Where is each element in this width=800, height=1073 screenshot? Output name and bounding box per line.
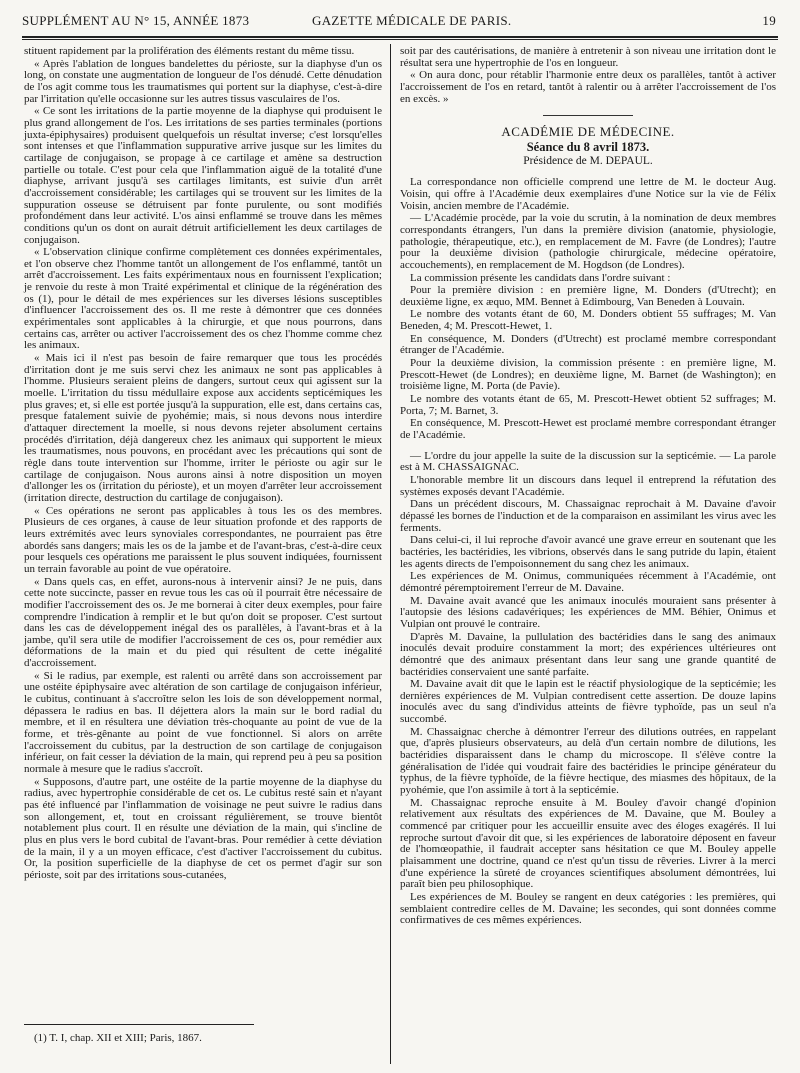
paragraph: Les expériences de M. Onimus, communiquées récemment à l'Académie, ont démontré péremptoirement l'erreur de M. Davaine. (400, 570, 776, 594)
section-rule (543, 115, 633, 116)
paragraph: Le nombre des votants étant de 60, M. Donders obtient 55 suffrages; M. Van Beneden, 4; M. Prescott-Hewet, 1. (400, 308, 776, 333)
paragraph: La correspondance non officielle comprend une lettre de M. le docteur Aug. Voisin, qui offre à l'Académie deux exemplaires d'une Notice sur la vie de Félix Voisin, ancien membre de l'Académie. (400, 176, 776, 212)
paragraph: M. Chassaignac reproche ensuite à M. Bouley d'avoir changé d'opinion relativement aux résultats des expériences de M. Davaine, que M. Bouley a commencé par critiquer pour les accueillir ensuite avec des éloges exagérés. Il lui reproche surtout d'avoir dit que, si les expériences de laboratoire déposent en faveur de l'homœopathie, il faudrait accepter sans hésitation ce que M. Bouley appelle plaisamment une doctrine, quand ce n'est qu'un tissu de rêveries. Livrer à la merci d'une expérience la sûreté de croyances scientifiques absolument démontrées, lui paraît bien peu philosophique. (400, 796, 776, 891)
page-number: 19 (762, 13, 776, 28)
presidence-line: Présidence de M. DEPAUL. (523, 154, 653, 167)
paragraph: Dans celui-ci, il lui reproche d'avoir avancé une grave erreur en soutenant que les bactéries, les bactéridies, les vibrions, observés dans le sang putride du lapin, étaient les agents directs de l'empoisonnement du sang chez les animaux. (400, 534, 776, 570)
paragraph: Les expériences de M. Bouley se rangent en deux catégories : les premières, qui semblaient contredire celles de M. Davaine; les secondes, qui sont données comme confirmatives de ces mêmes expériences. (400, 890, 776, 927)
header-rule (22, 36, 778, 38)
paragraph: stituent rapidement par la prolifération des éléments restant du même tissu. (24, 45, 355, 57)
paragraph: Pour la deuxième division, la commission présente : en première ligne, M. Prescott-Hewet (de Londres); en deuxième ligne, M. Barnet (de Washington); en troisième ligne, M. Porta (de Pavie). (400, 357, 776, 393)
seance-heading: Séance du 8 avril 1873. (526, 139, 650, 154)
header-supplement: SUPPLÉMENT AU N° 15, ANNÉE 1873 (22, 13, 250, 28)
paragraph: « Ces opérations ne seront pas applicables à tous les os des membres. Plusieurs de ces organes, à cause de leur situation profonde et des rapports de leurs extrémités avec leurs synoviales correspondantes, ne pourraient pas être abordés sans dangers; mais les os de la jambe et de l'avant-bras, c'est-à-dire ceux pour lesquels ces opérations me paraissent le plus souvent indiquées, fournissent un terrain favorable au point de vue opératoire. (24, 504, 382, 575)
paragraph: « On aura donc, pour rétablir l'harmonie entre deux os parallèles, tantôt à activer l'accroissement de l'os en retard, tantôt à ralentir ou à arrêter l'accroissement de l'os en excès. » (400, 69, 776, 105)
paragraph: M. Davaine avait avancé que les animaux inoculés mouraient sans présenter à l'autopsie des lésions cadavériques; les expériences de MM. Béhier, Onimus et Vulpian ont prouvé le contraire. (400, 594, 776, 630)
paragraph: La commission présente les candidats dans l'ordre suivant : (410, 271, 671, 284)
paragraph: M. Davaine avait dit que le lapin est le réactif physiologique de la septicémie; les dernières expériences de M. Vulpian contredisent cette assertion. De douze lapins inoculés avec du sang d'individus atteints de fièvre typhoïde, pas un seul n'a succombé. (400, 678, 776, 726)
paragraph: Pour la première division : en première ligne, M. Donders (d'Utrecht); en deuxième ligne, ex æquo, MM. Bennet à Edimbourg, Van Beneden à Louvain. (400, 284, 776, 308)
paragraph: Le nombre des votants étant de 65, M. Prescott-Hewet obtient 52 suffrages; M. Porta, 7; M. Barnet, 3. (400, 393, 776, 417)
left-column (24, 46, 382, 883)
header-rule-thin (22, 39, 778, 40)
page-header (22, 8, 776, 34)
footnote: (1) T. I, chap. XII et XIII; Paris, 1867. (34, 1032, 202, 1044)
paragraph: « Mais ici il n'est pas besoin de faire remarquer que tous les procédés d'irritation dont je me suis servi chez les animaux ne sont pas applicables à l'homme. Plusieurs seraient pleins de dangers, surtout ceux qui agissent sur la moelle. L'irritation du tissu médullaire expose aux accidents septicémiques les plus graves; et, si elle est portée jusqu'à la suppuration, elle est, dans certains cas, presque fatalement suivie de pyohémie; mais, si nous devons nous interdire d'attaquer directement la moelle, si nous devons rejeter absolument certains procédés d'irritation, déjà dangereux chez les animaux qui supportent le mieux les traumatismes, nous pouvons, en procédant avec les précautions qui sont de règle dans toute intervention sur l'homme, irriter le périoste ou agir sur le cartilage de conjugaison. Nous aurons ainsi à notre disposition un moyen d'allonger les os (irritation du périoste), et un moyen d'arrêter leur accroissement (irritation directe, destruction du cartilage de conjugaison). (24, 352, 382, 504)
paragraph: soit par des cautérisations, de manière à entretenir à son niveau une irritation dont le résultat sera une hypertrophie de l'os en longueur. (400, 45, 776, 69)
paragraph: — L'Académie procède, par la voie du scrutin, à la nomination de deux membres correspondants étrangers, l'un dans la première division (anatomie, physiologie, pathologie, thérapeutique, etc.), en remplacement de M. Favre (de Londres); l'autre pour la deuxième division (pathologie chirurgicale, médecine opératoire, accouchements), en remplacement de M. Hogdson (de Londres). (400, 212, 776, 271)
paragraph: D'après M. Davaine, la pullulation des bactéridies dans le sang des animaux inoculés devait produire constamment la mort; des expériences ultérieures ont démontré que des animaux présentant dans leur sang une grande quantité de bactéridies conservaient une santé parfaite. (400, 630, 776, 678)
paragraph: M. Chassaignac cherche à démontrer l'erreur des dilutions outrées, en rappelant que, d'après plusieurs observateurs, au delà d'un certain nombre de dilutions, les bactéridies disparaissent dans le champ du microscope. Il s'élève contre la généralisation de l'idée qui voudrait faire des bactéridies le principe générateur du typhus, de la fièvre typhoïde, de la fièvre hectique, des miasmes des hôpitaux, de la pyohémie, que l'on assimile à tort à la septicémie. (400, 725, 776, 797)
column-divider (390, 44, 391, 1064)
paragraph: En conséquence, M. Donders (d'Utrecht) est proclamé membre correspondant étranger de l'Académie. (400, 332, 776, 357)
paragraph: « Après l'ablation de longues bandelettes du périoste, sur la diaphyse d'un os long, on constate une augmentation de longueur de l'os dénudé. Cette dénudation de l'os agit comme tous les traumatismes qui portent sur la diaphyse, c'est-à-dire par l'irritation qu'elle occasionne sur les autres tissus vasculaires de l'os. (24, 57, 382, 105)
header-journal-title: GAZETTE MÉDICALE DE PARIS. (312, 13, 512, 28)
paragraph: « Ce sont les irritations de la partie moyenne de la diaphyse qui produisent le plus grand allongement de l'os. Les irritations de ses parties terminales (portions juxta-épiphysaires) produisent quelquefois un résultat inverse; c'est lorsqu'elles sont intenses et que l'inflammation suppurative arrive jusque sur les limites du cartilage de conjugaison, se propage à ce cartilage et amène sa destruction partielle ou totale. C'est pour cela que l'inflammation aiguë de la totalité d'une diaphyse, arrivant jusqu'à ses cartilages limitants, est suivie d'un arrêt d'accroissement considérable; les cartilages qui se trouvent sur les limites de la suppuration osseuse se détruisent par fonte purulente, ou sont modifiés profondément dans leur activité. L'os ainsi enflammé se trouve dans les mêmes conditions qu'un os dont on aurait détruit artificiellement les deux cartilages de conjugaison. (24, 105, 382, 246)
paragraph: L'honorable membre lit un discours dans lequel il entreprend la réfutation des systèmes exposés devant l'Académie. (400, 474, 776, 498)
paragraph: En conséquence, M. Prescott-Hewet est proclamé membre correspondant étranger de l'Académie. (400, 417, 776, 442)
paragraph: « Supposons, d'autre part, une ostéite de la partie moyenne de la diaphyse du radius, avec hypertrophie considérable de cet os. Le cubitus resté sain et n'ayant pas été influencé par l'inflammation de voisinage ne peut suivre le radius dans son allongement, et, tout en croissant régulièrement, se trouve bientôt notablement plus court. Il en résulte une déviation de la main, qui s'incline de plus en plus vers le bord cubital de l'avant-bras. Pour remédier à cette déviation de la main, il y a un moyen efficace, c'est d'activer l'accroissement du cubitus. Or, la position superficielle de la diaphyse de cet os permet d'agir sur son périoste, soit par des irritations sous-cutanées, (24, 775, 382, 881)
section-title: ACADÉMIE DE MÉDECINE. (501, 124, 675, 140)
paragraph: « L'observation clinique confirme complètement ces données expérimentales, et l'on observe chez l'homme tantôt un allongement de l'os enflammé, tantôt un arrêt d'accroissement. Les faits expérimentaux nous en fournissent l'explication; je renvoie du reste à mon Traité expérimental et clinique de la régénération des os (1), pour le détail de mes expériences sur les diverses lésions susceptibles d'influencer l'accroissement des os. Il me reste à démontrer que ces données expérimentales sont applicables à la chirurgie, et que nous pourrons, dans certains cas, arrêter ou activer l'accroissement des os chez l'homme comme chez les animaux. (24, 246, 382, 352)
paragraph: « Dans quels cas, en effet, aurons-nous à intervenir ainsi? Je ne puis, dans cette note succincte, passer en revue tous les cas où il pourrait être nécessaire de modifier l'accroissement des os. Je me bornerai à citer deux exemples, pour faire comprendre l'indication à remplir et le but qu'on doit se proposer. C'est surtout dans les cas de développement inégal des os parallèles, à l'avant-bras et à la jambe, qu'il sera utile de modifier l'accroissement de ces os, pour remédier aux déformations de la main et du pied qui résultent de cette inégalité d'accroissement. (24, 575, 382, 670)
footnote-rule (24, 1024, 254, 1025)
paragraph: « Si le radius, par exemple, est ralenti ou arrêté dans son accroissement par une ostéite épiphysaire avec altération de son cartilage de conjugaison inférieur, le cubitus, continuant à s'accroître selon les lois de son développement normal, dépassera le radius en bas. Il déjettera alors la main sur le bord radial du membre, et il en résultera une déviation très-choquante au point de vue de la forme, et très-gênante au point de vue fonctionnel. Si alors on arrête l'accroissement du cubitus, par la destruction de son cartilage de conjugaison inférieur, on fait cesser la déviation de la main, qui reprend peu à peu sa position normale à mesure que le radius s'accroît. (24, 669, 382, 776)
paragraph: Dans un précédent discours, M. Chassaignac reprochait à M. Davaine d'avoir dépassé les bornes de l'induction et de la comparaison en assimilant les virus avec les ferments. (400, 498, 776, 534)
right-column (400, 46, 776, 928)
paragraph: — L'ordre du jour appelle la suite de la discussion sur la septicémie. — La parole est à M. CHASSAIGNAC. (400, 449, 776, 474)
